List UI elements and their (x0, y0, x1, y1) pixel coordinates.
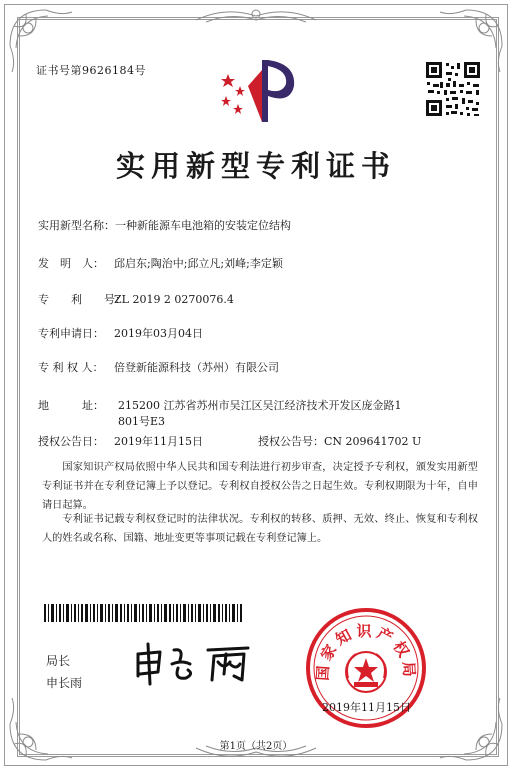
field-filing-date (38, 324, 203, 344)
patentee-label: 专 利 权 人： (38, 361, 104, 374)
field-utility-model-name (38, 216, 291, 236)
grant-date-label: 授权公告日： (38, 435, 104, 448)
utility-model-name-value: 一种新能源车电池箱的安装定位结构 (115, 219, 291, 232)
filing-date-label: 专利申请日： (38, 327, 104, 340)
field-grant-date (38, 432, 203, 452)
body-paragraph-2: 专利证书记载专利权登记时的法律状况。专利权的转移、质押、无效、终止、恢复和专利权人的姓名或名称、国籍、地址变更等事项记载在专利登记簿上。 (42, 514, 478, 544)
filing-date-value: 2019年03月04日 (114, 327, 203, 340)
utility-model-name-label: 实用新型名称： (38, 219, 115, 232)
grant-number-value: CN 209641702 U (324, 435, 422, 448)
signatory-name: 申长雨 (46, 676, 83, 690)
qr-code (424, 60, 482, 118)
grant-number-label: 授权公告号： (258, 435, 324, 448)
patent-number-label: 专 利 号： (38, 293, 126, 306)
certificate-title: 实用新型专利证书 (115, 149, 396, 183)
patent-number-value: ZL 2019 2 0270076.4 (114, 293, 234, 306)
ornament-top-center (186, 4, 326, 26)
patent-office-emblem-logo (210, 56, 306, 128)
inventor-value: 邱启东;陶治中;邱立凡;刘峰;李定颖 (114, 257, 283, 270)
field-grant-number (258, 432, 421, 452)
field-address (38, 396, 114, 416)
grant-date-value: 2019年11月15日 (114, 435, 203, 448)
patentee-value: 倍登新能源科技（苏州）有限公司 (114, 361, 279, 374)
certificate-number: 证书号第9626184号 (36, 64, 146, 77)
field-inventor (38, 254, 283, 274)
body-paragraph-1: 国家知识产权局依照中华人民共和国专利法进行初步审查，决定授予专利权，颁发实用新型专利证书并在专利登记簿上予以登记。专利权自授权公告之日起生效。专利权期限为十年，自申请日起算。 (42, 462, 478, 511)
handwritten-signature (130, 640, 260, 686)
field-patent-number (38, 290, 234, 310)
ornament-bottom-right (436, 694, 506, 764)
signatory-role: 局长 (46, 654, 71, 668)
page-number: 第1页（共2页） (219, 741, 293, 752)
field-patentee (38, 358, 279, 378)
address-line-1: 215200 江苏省苏州市吴江区吴江经济技术开发区庞金路1 (118, 399, 402, 412)
address-line-2: 801号E3 (118, 415, 166, 428)
inventor-label: 发 明 人： (38, 257, 104, 270)
issue-date: 2019年11月15日 (322, 701, 411, 714)
ornament-bottom-left (6, 694, 76, 764)
svg-text:国家知识产权局: 国家知识产权局 (313, 622, 419, 682)
address-label: 地 址： (38, 399, 104, 412)
barcode (44, 604, 244, 622)
